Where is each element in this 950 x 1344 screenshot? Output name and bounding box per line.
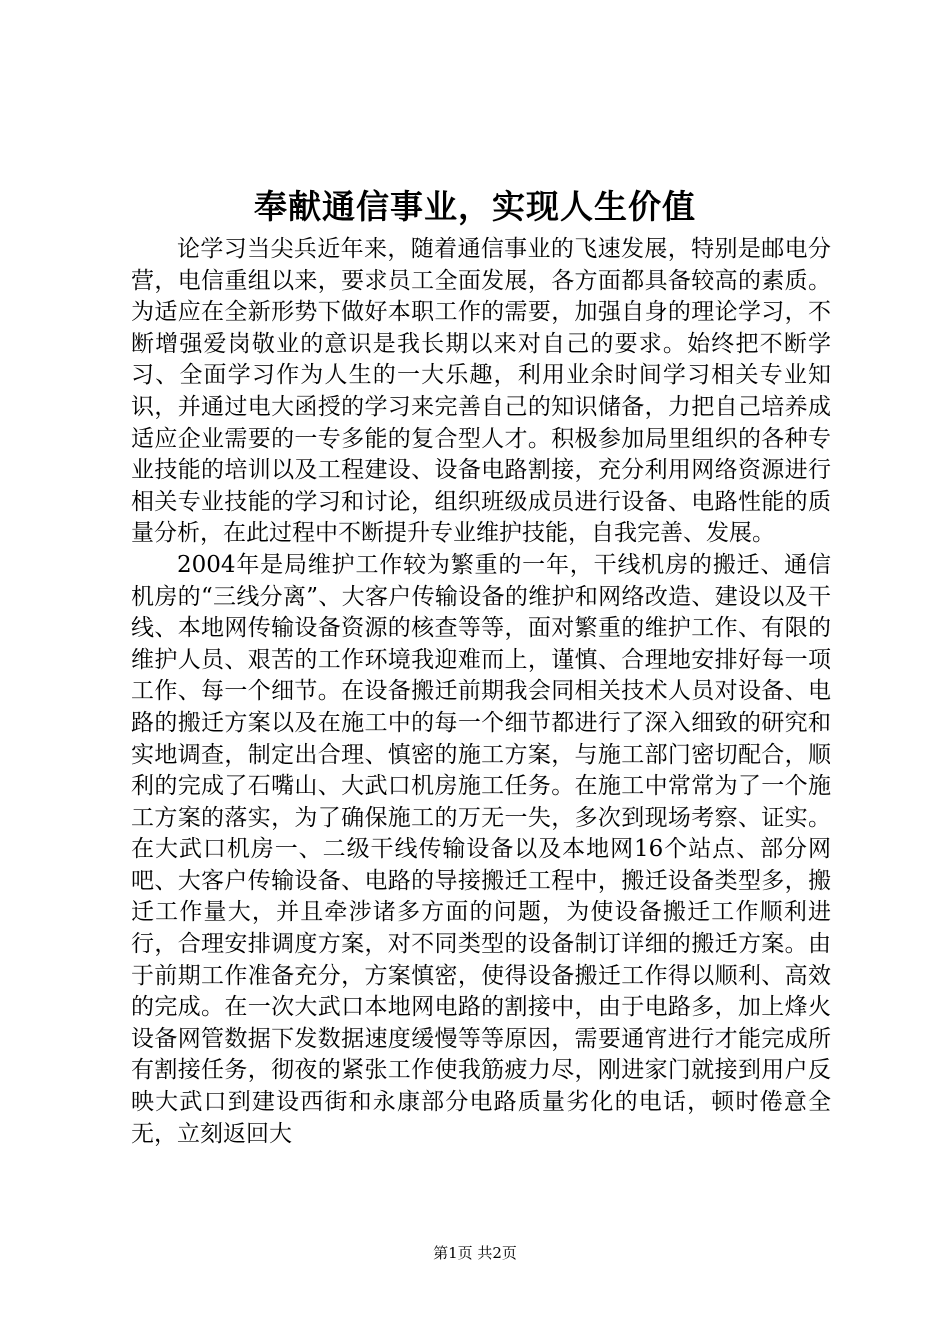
document-title: 奉献通信事业，实现人生价值: [254, 187, 696, 226]
body-paragraph: 论学习当尖兵近年来，随着通信事业的飞速发展，特别是邮电分营，电信重组以来，要求员工全面发展，各方面都具备较高的素质。为适应在全新形势下做好本职工作的需要，加强自身的理论学习，不断增强爱岗敬业的意识是我长期以来对自己的要求。始终把不断学习、全面学习作为人生的一大乐趣，利用业余时间学习相关专业知识，并通过电大函授的学习来完善自己的知识储备，力把自己培养成适应企业需要的一专多能的复合型人才。积极参加局里组织的各种专业技能的培训以及工程建设、设备电路割接，充分利用网络资源进行相关专业技能的学习和讨论，组织班级成员进行设备、电路性能的质量分析，在此过程中不断提升专业维护技能，自我完善、发展。: [131, 236, 831, 547]
body-paragraph: 2004年是局维护工作较为繁重的一年，干线机房的搬迁、通信机房的“三线分离”、大客户传输设备的维护和网络改造、建设以及干线、本地网传输设备资源的核查等等，面对繁重的维护工作、有限的维护人员、艰苦的工作环境我迎难而上，谨慎、合理地安排好每一项工作、每一个细节。在设备搬迁前期我会同相关技术人员对设备、电路的搬迁方案以及在施工中的每一个细节都进行了深入细致的研究和实地调查，制定出合理、慎密的施工方案，与施工部门密切配合，顺利的完成了石嘴山、大武口机房施工任务。在施工中常常为了一个施工方案的落实，为了确保施工的万无一失，多次到现场考察、证实。在大武口机房一、二级干线传输设备以及本地网16个站点、部分网吧、大客户传输设备、电路的导接搬迁工程中，搬迁设备类型多，搬迁工作量大，并且牵涉诸多方面的问题，为使设备搬迁工作顺利进行，合理安排调度方案，对不同类型的设备制订详细的搬迁方案。由于前期工作准备充分，方案慎密，使得设备搬迁工作得以顺利、高效的完成。在一次大武口本地网电路的割接中，由于电路多，加上烽火设备网管数据下发数据速度缓慢等等原因，需要通宵进行才能完成所有割接任务，彻夜的紧张工作使我筋疲力尽，刚进家门就接到用户反映大武口到建设西街和永康部分电路质量劣化的电话，顿时倦意全无，立刻返回大: [131, 551, 831, 1147]
document-body: [131, 234, 831, 1150]
page-number-footer: 第1页 共2页: [433, 1244, 517, 1262]
